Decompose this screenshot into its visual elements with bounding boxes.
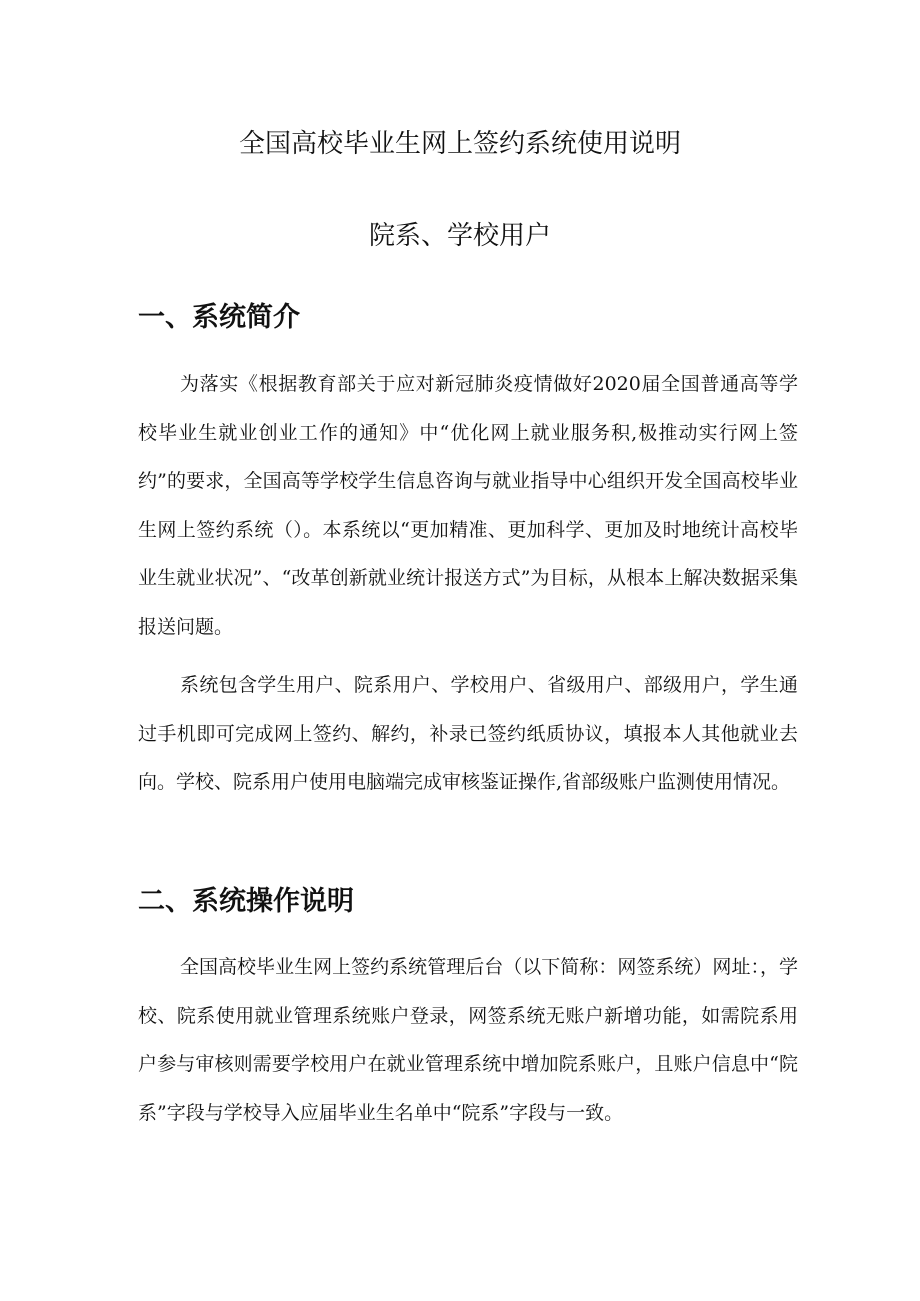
section-heading-operation: 二、系统操作说明: [138, 886, 354, 917]
operation-paragraph-1: 全国高校毕业生网上签约系统管理后台（以下简称：网签系统）网址：，学校、院系使用就业管理系统账户登录，网签系统无账户新增功能，如需院系用户参与审核则需要学校用户在就业管理系统中增加院系账户，且账户信息中“院系”字段与学校导入应届毕业生名单中“院系”字段与一致。: [138, 956, 798, 1124]
section-heading-intro: 一、系统简介: [138, 302, 300, 333]
intro-paragraph-2: 系统包含学生用户、院系用户、学校用户、省级用户、部级用户，学生通过手机即可完成网上签约、解约，补录已签约纸质协议，填报本人其他就业去向。学校、院系用户使用电脑端完成审核鉴证操作,省部级账户监测使用情况。: [138, 674, 798, 793]
document-subtitle: 院系、学校用户: [368, 221, 551, 251]
intro-paragraph-1: 为落实《根据教育部关于应对新冠肺炎疫情做好2020届全国普通高等学校毕业生就业创业工作的通知》中“优化网上就业服务积,极推动实行网上签约”的要求，全国高等学校学生信息咨询与就业指导中心组织开发全国高校毕业生网上签约系统（）。本系统以“更加精准、更加科学、更加及时地统计高校毕业生就业状况”、“改革创新就业统计报送方式”为目标，从根本上解决数据采集报送问题。: [138, 373, 798, 638]
document-title: 全国高校毕业生网上签约系统使用说明: [238, 129, 681, 159]
